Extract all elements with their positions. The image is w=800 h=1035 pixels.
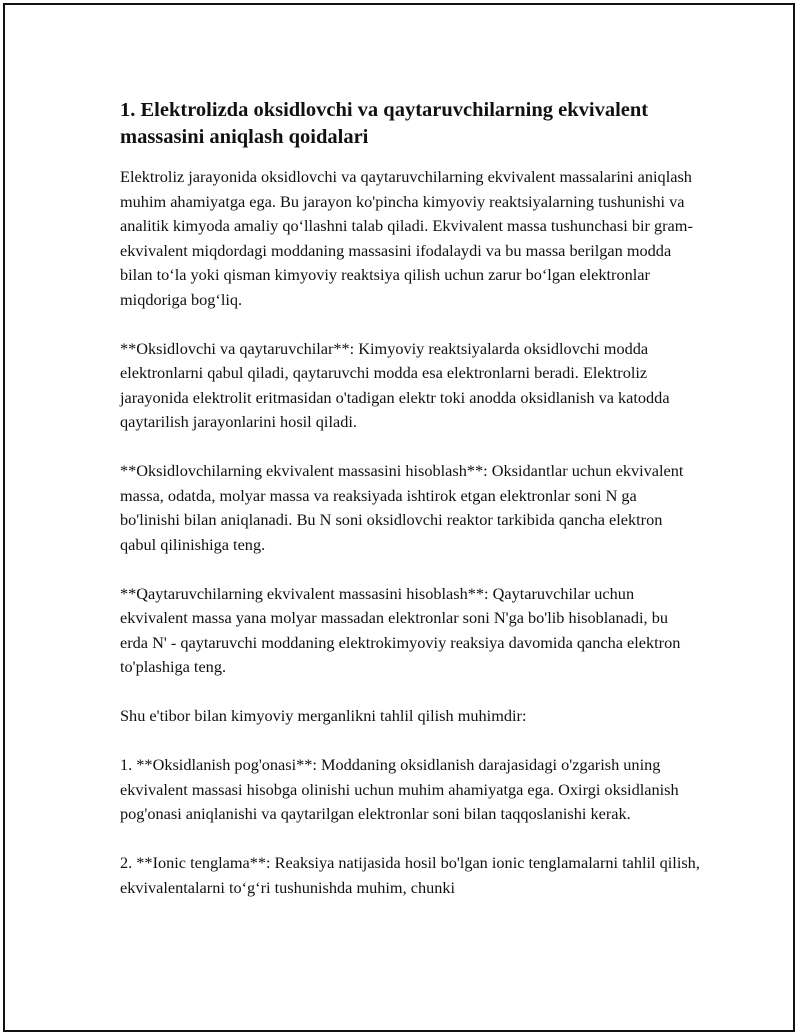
- page-frame: [3, 3, 795, 1032]
- oxidizer-equivalent-paragraph: **Oksidlovchilarning ekvivalent massasini hisoblash**: Oksidantlar uchun ekvivalent massa, odatda, molyar massa va reaksiyada ishtirok etgan elektronlar soni N ga bo'linishi bilan aniqlanadi. Bu N soni oksidlovchi reaktor tarkibida qancha elektron qabul qilinishiga teng.: [120, 461, 684, 554]
- intro-paragraph: Elektroliz jarayonida oksidlovchi va qaytaruvchilarning ekvivalent massalarini aniqlash muhim ahamiyatga ega. Bu jarayon ko'pincha kimyoviy reaktsiyalarning tushunishi va analitik kimyoda amaliy qo‘llashni talab qiladi. Ekvivalent massa tushunchasi bir gram-ekvivalent miqdordagi moddaning massasini ifodalaydi va bu massa berilgan modda bilan to‘la yoki qisman kimyoviy reaktsiya qilish uchun zarur bo‘lgan elektronlar miqdoriga bog‘liq.: [120, 167, 693, 309]
- analysis-intro-paragraph: Shu e'tibor bilan kimyoviy merganlikni tahlil qilish muhimdir:: [120, 706, 527, 725]
- oxidizers-reducers-paragraph: **Oksidlovchi va qaytaruvchilar**: Kimyoviy reaktsiyalarda oksidlovchi modda elektronlarni qabul qiladi, qaytaruvchi modda esa elektronlarni beradi. Elektroliz jarayonida elektrolit eritmasidan o'tadigan elektr toki anodda oksidlanish va katodda qaytarilish jarayonlarini hosil qiladi.: [120, 338, 670, 431]
- list-item-oxidation-state: 1. **Oksidlanish pog'onasi**: Moddaning oksidlanish darajasidagi o'zgarish uning ekvivalent massasi hisobga olinishi uchun muhim ahamiyatga ega. Oxirgi oksidlanish pog'onasi aniqlanishi va qaytarilgan elektronlar soni bilan taqqoslanishi kerak.: [120, 755, 679, 823]
- list-item-ionic-equation: 2. **Ionic tenglama**: Reaksiya natijasida hosil bo'lgan ionic tenglamalarni tahlil qilish, ekvivalentalarni to‘g‘ri tushunishda muhim, chunki: [120, 853, 700, 897]
- section-heading: 1. Elektrolizda oksidlovchi va qaytaruvchilarning ekvivalent massasini aniqlash qoidalari: [120, 99, 649, 148]
- document-body: [120, 97, 700, 925]
- reducer-equivalent-paragraph: **Qaytaruvchilarning ekvivalent massasini hisoblash**: Qaytaruvchilar uchun ekvivalent massa yana molyar massadan elektronlar soni N'ga bo'lib hisoblanadi, bu erda N' - qaytaruvchi moddaning elektrokimyoviy reaksiya davomida qancha elektron to'plashiga teng.: [120, 583, 681, 676]
